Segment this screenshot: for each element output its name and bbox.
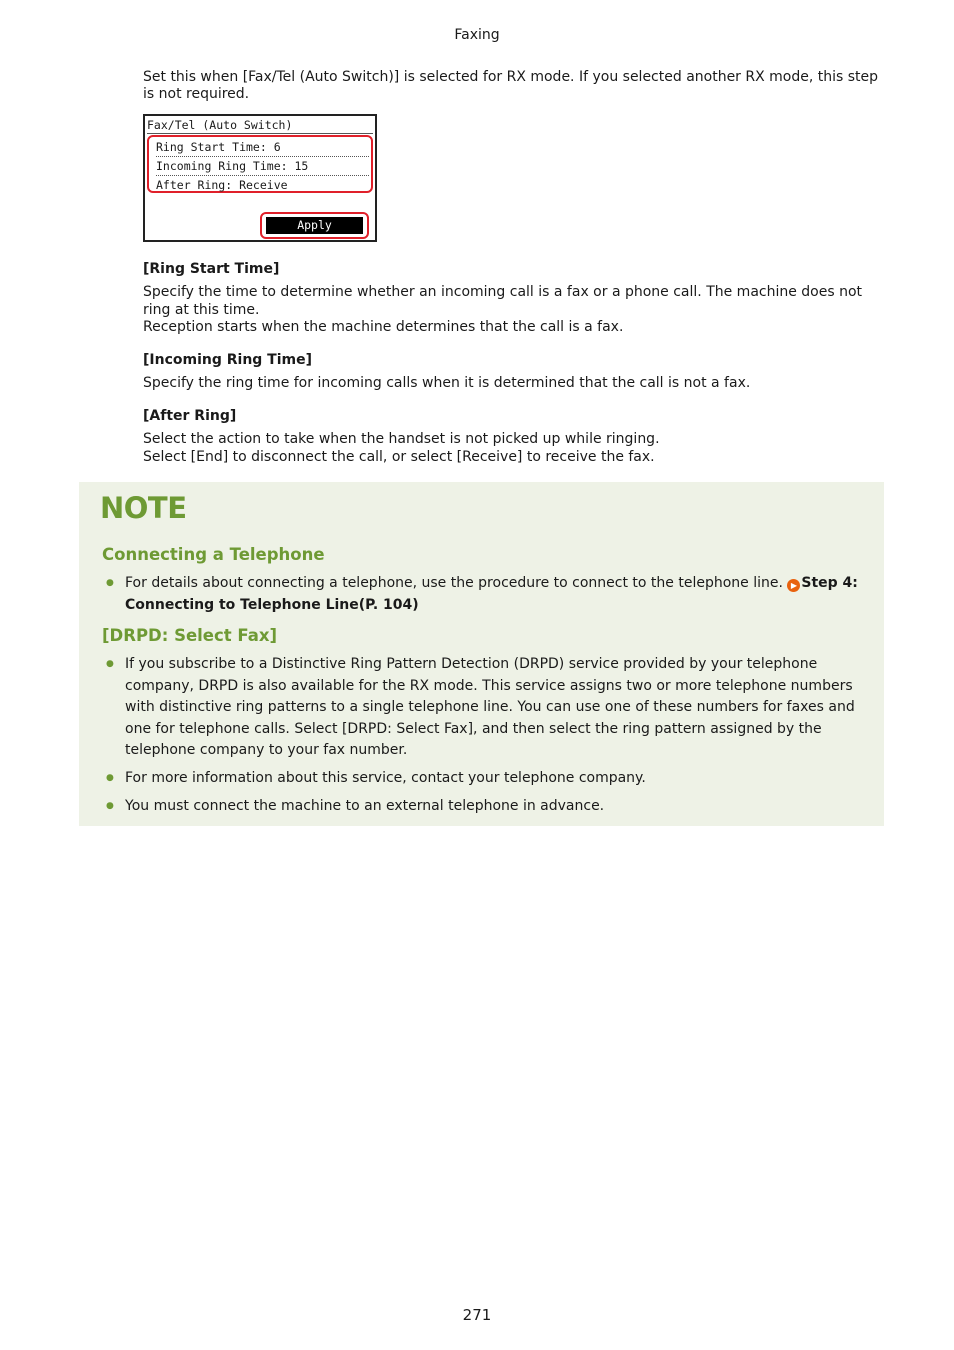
desc-line: Select [End] to disconnect the call, or select [Receive] to receive the fax.: [143, 448, 655, 465]
list-item: ● For more information about this service, contact your telephone company.: [103, 768, 863, 790]
note-heading-connecting-telephone: Connecting a Telephone: [102, 545, 325, 564]
lcd-row-after-ring[interactable]: After Ring: Receive: [156, 178, 288, 192]
lcd-screen: [143, 114, 377, 242]
desc-line: Select the action to take when the handset is not picked up while ringing.: [143, 431, 660, 447]
step4-link[interactable]: Step 4: Connecting to Telephone Line(P. 104): [125, 575, 858, 613]
note-heading-drpd: [DRPD: Select Fax]: [102, 626, 278, 645]
page-header: Faxing: [454, 27, 500, 43]
lcd-row-incoming-ring-time[interactable]: Incoming Ring Time: 15: [156, 157, 369, 176]
desc-after-ring: [143, 431, 888, 466]
desc-line: Specify the ring time for incoming calls when it is determined that the call is not a fax.: [143, 375, 751, 391]
term-after-ring: [After Ring]: [143, 408, 237, 424]
link-arrow-icon: ▶: [787, 579, 800, 592]
lcd-row-ring-start-time[interactable]: Ring Start Time: 6: [156, 138, 369, 157]
list-item: ● If you subscribe to a Distinctive Ring Pattern Detection (DRPD) service provided by your telephone company, DRPD is also available for the RX mode. This service assigns two or more telephone numbers with distinctive ring patterns to a single telephone line. You can use one of these numbers for faxes and one for telephone calls. Select [DRPD: Select Fax], and then select the ring pattern assigned by the telephone company to your fax number.: [103, 654, 863, 762]
intro-paragraph: Set this when [Fax/Tel (Auto Switch)] is selected for RX mode. If you selected another RX mode, this step is not required.: [143, 69, 879, 102]
list-item: ● You must connect the machine to an external telephone in advance.: [103, 796, 863, 818]
term-ring-start-time: [Ring Start Time]: [143, 261, 280, 277]
list-item: [103, 573, 863, 616]
lcd-settings-highlight: [147, 135, 373, 193]
apply-button[interactable]: Apply: [266, 217, 363, 234]
term-incoming-ring-time: [Incoming Ring Time]: [143, 352, 313, 368]
lcd-title: Fax/Tel (Auto Switch): [147, 117, 373, 134]
desc-line: Reception starts when the machine determines that the call is a fax.: [143, 319, 624, 335]
apply-highlight: [260, 212, 369, 239]
note-title: NOTE: [100, 491, 187, 525]
page-number: 271: [462, 1306, 492, 1324]
note-list-connecting: [103, 573, 863, 622]
desc-line: Specify the time to determine whether an incoming call is a fax or a phone call. The machine does not ring at this time.: [143, 284, 863, 318]
note-list-drpd: [103, 654, 863, 823]
note-box: [79, 482, 884, 826]
desc-ring-start-time: [143, 284, 888, 337]
bullet-text: For details about connecting a telephone, use the procedure to connect to the telephone line.: [125, 575, 783, 591]
desc-incoming-ring-time: [143, 375, 888, 393]
